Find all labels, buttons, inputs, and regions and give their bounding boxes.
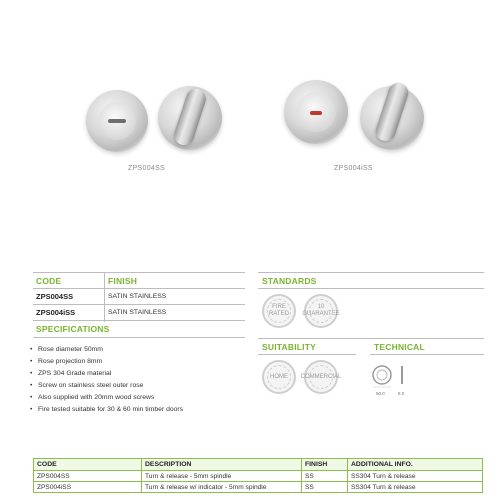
divider bbox=[33, 320, 245, 321]
table-cell: Turn & release w/ indicator - 5mm spindle bbox=[142, 482, 302, 493]
product-caption: ZPS004iSS bbox=[334, 165, 373, 172]
release-rose-image bbox=[86, 90, 148, 152]
finish-header: FINISH bbox=[108, 276, 138, 286]
specifications-title: SPECIFICATIONS bbox=[36, 324, 110, 334]
divider bbox=[33, 288, 245, 289]
spec-item: • ZPS 304 Grade material bbox=[38, 370, 111, 377]
spec-item: • Rose diameter 50mm bbox=[38, 346, 103, 353]
column-header: CODE bbox=[34, 459, 142, 471]
spec-item: • Screw on stainless steel outer rose bbox=[38, 382, 143, 389]
divider bbox=[33, 337, 245, 338]
fire-rated-badge-icon: FIRE RATED bbox=[262, 294, 296, 328]
table-cell: ZPS004SS bbox=[34, 471, 142, 482]
spec-item: • Rose projection 8mm bbox=[38, 358, 102, 365]
commercial-badge-icon: COMMERCIAL bbox=[304, 360, 338, 394]
spec-item: • Also supplied with 20mm wood screws bbox=[38, 394, 154, 401]
divider bbox=[104, 272, 105, 322]
table-cell: ZPS004iSS bbox=[34, 482, 142, 493]
divider bbox=[258, 272, 484, 273]
code-header: CODE bbox=[36, 276, 62, 286]
guarantee-badge-icon: 10 GUARANTEE bbox=[304, 294, 338, 328]
finish-cell: SATIN STAINLESS bbox=[108, 309, 167, 316]
home-badge-icon: HOME bbox=[262, 360, 296, 394]
table-row bbox=[34, 482, 483, 493]
divider bbox=[258, 288, 484, 289]
divider bbox=[258, 338, 484, 339]
column-header: DESCRIPTION bbox=[142, 459, 302, 471]
product-caption: ZPS004SS bbox=[128, 165, 166, 172]
code-cell: ZPS004SS bbox=[36, 292, 74, 301]
column-header: ADDITIONAL INFO. bbox=[348, 459, 483, 471]
turn-rose-image bbox=[158, 86, 222, 150]
divider bbox=[370, 354, 484, 355]
turn-rose-image bbox=[360, 86, 424, 150]
dimension-label: 8.0 bbox=[398, 391, 405, 396]
code-cell: ZPS004iSS bbox=[36, 308, 76, 317]
column-header: FINISH bbox=[302, 459, 348, 471]
divider bbox=[33, 272, 245, 273]
suitability-title: SUITABILITY bbox=[262, 342, 316, 352]
table-row bbox=[34, 471, 483, 482]
product-table bbox=[33, 458, 483, 493]
table-header-row bbox=[34, 459, 483, 471]
divider bbox=[33, 304, 245, 305]
table-cell: SS bbox=[302, 471, 348, 482]
indicator-rose-image bbox=[284, 80, 348, 144]
divider bbox=[258, 354, 356, 355]
technical-title: TECHNICAL bbox=[374, 342, 425, 352]
table-cell: SS304 Turn & release bbox=[348, 482, 483, 493]
table-cell: SS304 Turn & release bbox=[348, 471, 483, 482]
standards-title: STANDARDS bbox=[262, 276, 317, 286]
finish-cell: SATIN STAINLESS bbox=[108, 293, 167, 300]
spec-item: • Fire tested suitable for 30 & 60 min timber doors bbox=[38, 406, 183, 413]
dimension-label: 50.0 bbox=[376, 391, 385, 396]
table-cell: SS bbox=[302, 482, 348, 493]
table-cell: Turn & release - 5mm spindle bbox=[142, 471, 302, 482]
